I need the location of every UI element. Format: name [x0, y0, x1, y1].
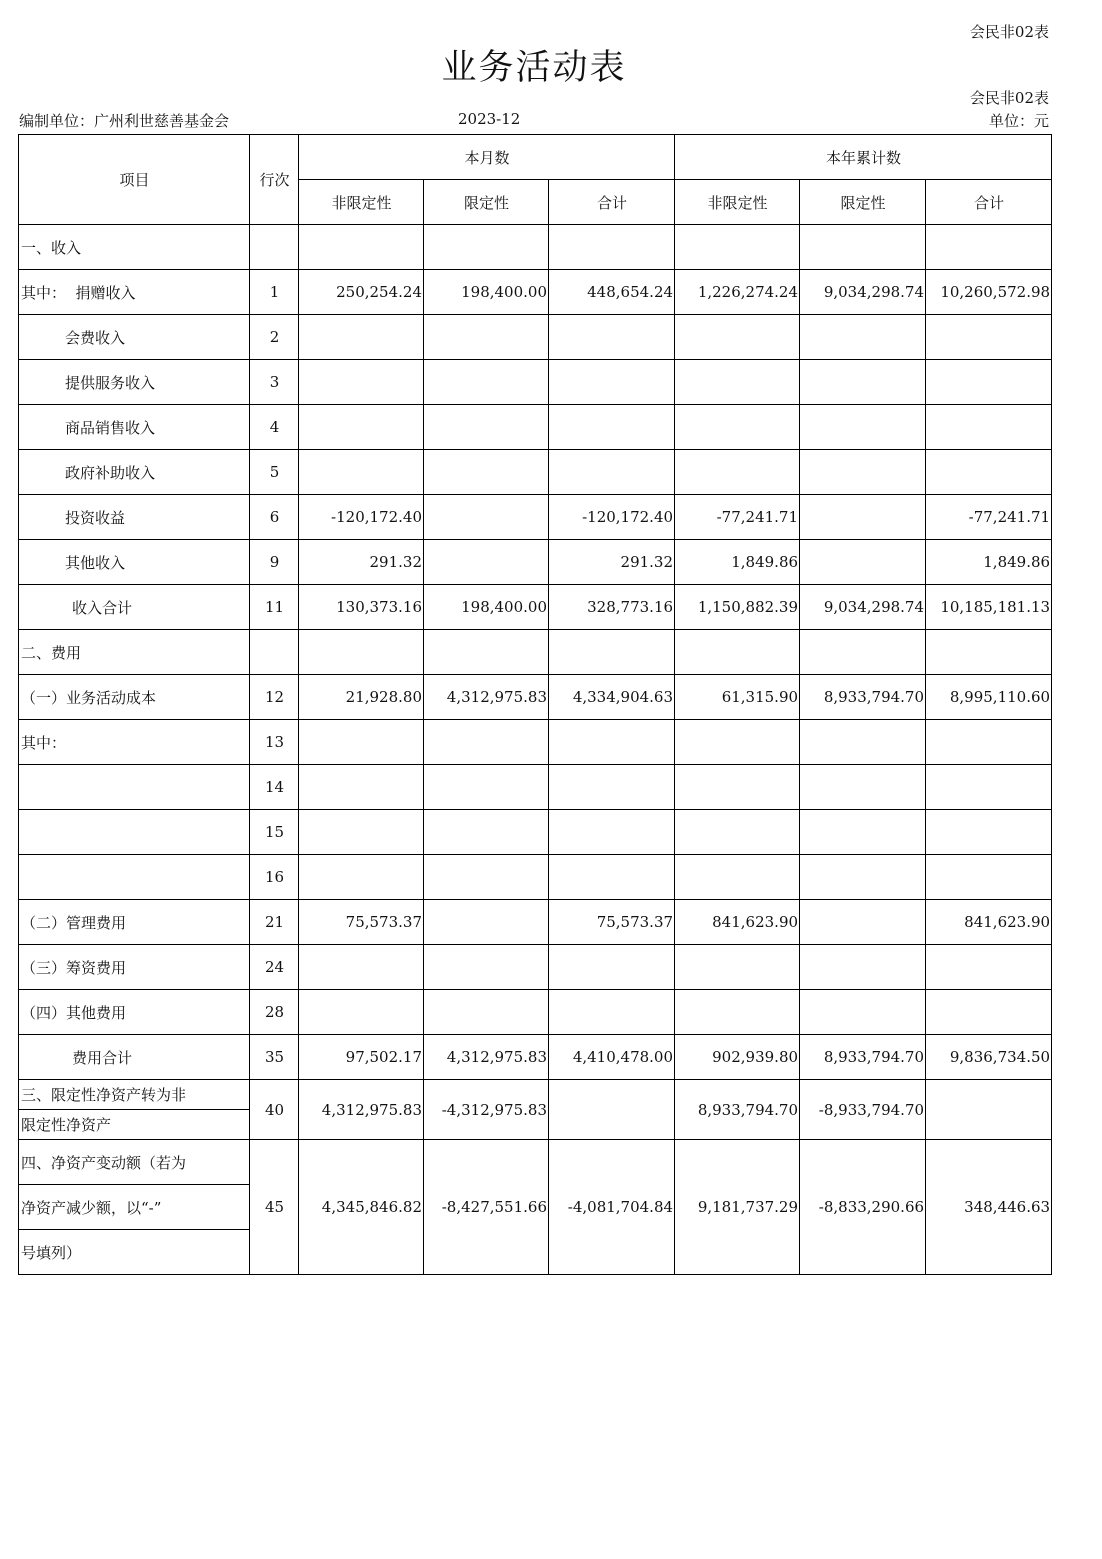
cell-year-unrestricted [675, 315, 800, 360]
table-row [19, 585, 1052, 630]
form-code-top: 会民非02表 [969, 23, 1049, 41]
row-line [250, 630, 299, 675]
row-label: （二）管理费用 [19, 900, 250, 945]
cell-year-restricted [800, 720, 926, 765]
cell-month-unrestricted [299, 855, 424, 900]
cell-month-total: 328,773.16 [549, 585, 675, 630]
cell-month-restricted [424, 225, 549, 270]
table-row [19, 540, 1052, 585]
cell-month-total [549, 765, 675, 810]
table-row-45 [19, 1140, 1052, 1185]
cell-year-total [926, 945, 1052, 990]
table-row [19, 990, 1052, 1035]
cell-year-unrestricted: 841,623.90 [675, 900, 800, 945]
cell-year-restricted [800, 945, 926, 990]
cell-month-total [549, 315, 675, 360]
cell-month-restricted [424, 315, 549, 360]
cell-month-unrestricted: 97,502.17 [299, 1035, 424, 1080]
cell-year-total [926, 1080, 1052, 1140]
cell-year-total: -77,241.71 [926, 495, 1052, 540]
cell-month-total [549, 630, 675, 675]
row-line: 4 [250, 405, 299, 450]
table-row [19, 630, 1052, 675]
cell-month-total [549, 810, 675, 855]
row-label-line-2: 限定性净资产 [19, 1110, 250, 1140]
table-row [19, 765, 1052, 810]
row-line: 13 [250, 720, 299, 765]
cell-month-total: -4,081,704.84 [549, 1140, 675, 1275]
row-label: （四）其他费用 [19, 990, 250, 1035]
table-row [19, 900, 1052, 945]
cell-year-total: 10,185,181.13 [926, 585, 1052, 630]
cell-month-unrestricted: 4,312,975.83 [299, 1080, 424, 1140]
cell-month-total: -120,172.40 [549, 495, 675, 540]
table-row [19, 405, 1052, 450]
cell-year-total: 10,260,572.98 [926, 270, 1052, 315]
cell-month-restricted [424, 855, 549, 900]
cell-month-restricted [424, 540, 549, 585]
header-month-total: 合计 [549, 180, 675, 225]
table-row [19, 1035, 1052, 1080]
cell-month-unrestricted [299, 990, 424, 1035]
preparing-organization: 编制单位：广州利世慈善基金会 [19, 112, 230, 130]
cell-year-restricted: 9,034,298.74 [800, 585, 926, 630]
cell-year-total [926, 225, 1052, 270]
cell-year-restricted [800, 990, 926, 1035]
row-label [19, 855, 250, 900]
cell-month-unrestricted: 291.32 [299, 540, 424, 585]
cell-month-total [549, 990, 675, 1035]
cell-month-total [549, 720, 675, 765]
table-row [19, 675, 1052, 720]
header-year-restricted: 限定性 [800, 180, 926, 225]
cell-year-total [926, 405, 1052, 450]
currency-unit: 单位：元 [988, 112, 1049, 130]
cell-month-restricted: 4,312,975.83 [424, 675, 549, 720]
row-line: 11 [250, 585, 299, 630]
cell-month-restricted: -4,312,975.83 [424, 1080, 549, 1140]
row-label: 投资收益 [19, 495, 250, 540]
cell-month-restricted [424, 900, 549, 945]
cell-year-total [926, 720, 1052, 765]
cell-year-unrestricted [675, 855, 800, 900]
cell-month-restricted: 4,312,975.83 [424, 1035, 549, 1080]
row-label [19, 765, 250, 810]
cell-year-restricted [800, 495, 926, 540]
cell-month-restricted: -8,427,551.66 [424, 1140, 549, 1275]
activity-table [18, 134, 1052, 1275]
cell-year-unrestricted [675, 765, 800, 810]
cell-month-restricted [424, 495, 549, 540]
cell-month-total [549, 945, 675, 990]
row-line: 2 [250, 315, 299, 360]
cell-year-unrestricted [675, 945, 800, 990]
row-line: 15 [250, 810, 299, 855]
cell-year-restricted [800, 225, 926, 270]
row-label: 其中： [19, 720, 250, 765]
row-line: 45 [250, 1140, 299, 1275]
cell-month-restricted [424, 450, 549, 495]
cell-year-restricted [800, 855, 926, 900]
cell-year-unrestricted: -77,241.71 [675, 495, 800, 540]
cell-month-total [549, 450, 675, 495]
cell-year-unrestricted: 1,226,274.24 [675, 270, 800, 315]
cell-year-total: 9,836,734.50 [926, 1035, 1052, 1080]
cell-month-unrestricted [299, 405, 424, 450]
report-title: 业务活动表 [441, 48, 627, 88]
cell-month-unrestricted [299, 360, 424, 405]
cell-year-total [926, 855, 1052, 900]
cell-month-restricted [424, 990, 549, 1035]
row-label: 政府补助收入 [19, 450, 250, 495]
cell-year-total [926, 315, 1052, 360]
cell-month-restricted [424, 405, 549, 450]
row-line: 9 [250, 540, 299, 585]
table-row-40 [19, 1080, 1052, 1110]
table-row [19, 225, 1052, 270]
cell-year-restricted [800, 810, 926, 855]
cell-year-restricted [800, 630, 926, 675]
row-label: （一）业务活动成本 [19, 675, 250, 720]
cell-month-unrestricted [299, 945, 424, 990]
row-line: 14 [250, 765, 299, 810]
cell-year-unrestricted [675, 810, 800, 855]
table-row [19, 360, 1052, 405]
row-line: 35 [250, 1035, 299, 1080]
row-line: 3 [250, 360, 299, 405]
cell-month-total [549, 360, 675, 405]
header-year-unrestricted: 非限定性 [675, 180, 800, 225]
cell-month-total [549, 225, 675, 270]
cell-year-restricted [800, 360, 926, 405]
row-label-line-2: 净资产减少额，以“-” [19, 1185, 250, 1230]
cell-year-total: 8,995,110.60 [926, 675, 1052, 720]
cell-month-restricted [424, 720, 549, 765]
cell-month-unrestricted [299, 225, 424, 270]
table-row [19, 315, 1052, 360]
cell-month-total: 4,410,478.00 [549, 1035, 675, 1080]
header-year-total: 合计 [926, 180, 1052, 225]
table-row [19, 450, 1052, 495]
cell-year-restricted [800, 900, 926, 945]
cell-year-unrestricted: 1,849.86 [675, 540, 800, 585]
cell-year-unrestricted: 9,181,737.29 [675, 1140, 800, 1275]
cell-year-restricted [800, 450, 926, 495]
table-row [19, 810, 1052, 855]
cell-month-restricted [424, 945, 549, 990]
cell-month-unrestricted: 130,373.16 [299, 585, 424, 630]
cell-year-unrestricted: 1,150,882.39 [675, 585, 800, 630]
cell-month-total: 448,654.24 [549, 270, 675, 315]
row-label-line-1: 四、净资产变动额（若为 [19, 1140, 250, 1185]
cell-month-total [549, 405, 675, 450]
cell-month-unrestricted: 4,345,846.82 [299, 1140, 424, 1275]
cell-month-restricted [424, 360, 549, 405]
row-line: 12 [250, 675, 299, 720]
cell-year-restricted: 8,933,794.70 [800, 1035, 926, 1080]
cell-month-unrestricted: 21,928.80 [299, 675, 424, 720]
cell-year-total [926, 450, 1052, 495]
row-label-line-3: 号填列） [19, 1230, 250, 1275]
cell-year-restricted: -8,933,794.70 [800, 1080, 926, 1140]
cell-year-unrestricted [675, 720, 800, 765]
row-line: 40 [250, 1080, 299, 1140]
cell-month-unrestricted: 75,573.37 [299, 900, 424, 945]
row-label: 费用合计 [19, 1035, 250, 1080]
row-label: 收入合计 [19, 585, 250, 630]
cell-year-total [926, 990, 1052, 1035]
cell-year-unrestricted: 8,933,794.70 [675, 1080, 800, 1140]
cell-month-restricted: 198,400.00 [424, 585, 549, 630]
cell-month-unrestricted: -120,172.40 [299, 495, 424, 540]
table-row [19, 270, 1052, 315]
cell-month-unrestricted [299, 630, 424, 675]
row-line: 24 [250, 945, 299, 990]
table-row [19, 720, 1052, 765]
cell-month-total: 4,334,904.63 [549, 675, 675, 720]
row-label: 其他收入 [19, 540, 250, 585]
form-code: 会民非02表 [969, 89, 1049, 107]
cell-month-unrestricted [299, 765, 424, 810]
cell-year-unrestricted [675, 405, 800, 450]
header-month-restricted: 限定性 [424, 180, 549, 225]
cell-year-restricted [800, 540, 926, 585]
header-item: 项目 [19, 135, 250, 225]
cell-year-restricted [800, 315, 926, 360]
row-label: 会费收入 [19, 315, 250, 360]
cell-month-total: 75,573.37 [549, 900, 675, 945]
row-label: 二、费用 [19, 630, 250, 675]
row-label-line-1: 三、限定性净资产转为非 [19, 1080, 250, 1110]
row-line [250, 225, 299, 270]
row-line: 21 [250, 900, 299, 945]
cell-year-unrestricted: 902,939.80 [675, 1035, 800, 1080]
row-line: 28 [250, 990, 299, 1035]
cell-month-unrestricted [299, 315, 424, 360]
cell-year-restricted: 8,933,794.70 [800, 675, 926, 720]
cell-year-total [926, 360, 1052, 405]
cell-year-restricted: 9,034,298.74 [800, 270, 926, 315]
row-line: 16 [250, 855, 299, 900]
row-label: 提供服务收入 [19, 360, 250, 405]
cell-year-total [926, 810, 1052, 855]
table-row [19, 495, 1052, 540]
cell-month-unrestricted: 250,254.24 [299, 270, 424, 315]
cell-year-restricted: -8,833,290.66 [800, 1140, 926, 1275]
cell-year-total: 841,623.90 [926, 900, 1052, 945]
cell-year-unrestricted: 61,315.90 [675, 675, 800, 720]
cell-month-total [549, 855, 675, 900]
cell-year-unrestricted [675, 360, 800, 405]
row-line: 5 [250, 450, 299, 495]
cell-month-unrestricted [299, 810, 424, 855]
cell-month-unrestricted [299, 450, 424, 495]
cell-year-unrestricted [675, 630, 800, 675]
header-year-to-date: 本年累计数 [675, 135, 1052, 180]
report-period: 2023-12 [458, 110, 521, 128]
cell-year-unrestricted [675, 450, 800, 495]
cell-month-unrestricted [299, 720, 424, 765]
row-line: 6 [250, 495, 299, 540]
cell-year-total [926, 765, 1052, 810]
row-label: 商品销售收入 [19, 405, 250, 450]
cell-year-restricted [800, 765, 926, 810]
cell-month-total: 291.32 [549, 540, 675, 585]
cell-year-restricted [800, 405, 926, 450]
row-label: 一、收入 [19, 225, 250, 270]
cell-year-total: 348,446.63 [926, 1140, 1052, 1275]
row-label [19, 810, 250, 855]
cell-month-total [549, 1080, 675, 1140]
header-current-month: 本月数 [299, 135, 675, 180]
row-label: （三）筹资费用 [19, 945, 250, 990]
cell-month-restricted [424, 765, 549, 810]
row-line: 1 [250, 270, 299, 315]
row-label: 其中： 捐赠收入 [19, 270, 250, 315]
header-month-unrestricted: 非限定性 [299, 180, 424, 225]
table-row [19, 855, 1052, 900]
cell-month-restricted [424, 630, 549, 675]
cell-year-total [926, 630, 1052, 675]
cell-year-total: 1,849.86 [926, 540, 1052, 585]
cell-month-restricted [424, 810, 549, 855]
cell-year-unrestricted [675, 225, 800, 270]
table-row [19, 945, 1052, 990]
header-line: 行次 [250, 135, 299, 225]
cell-month-restricted: 198,400.00 [424, 270, 549, 315]
cell-year-unrestricted [675, 990, 800, 1035]
